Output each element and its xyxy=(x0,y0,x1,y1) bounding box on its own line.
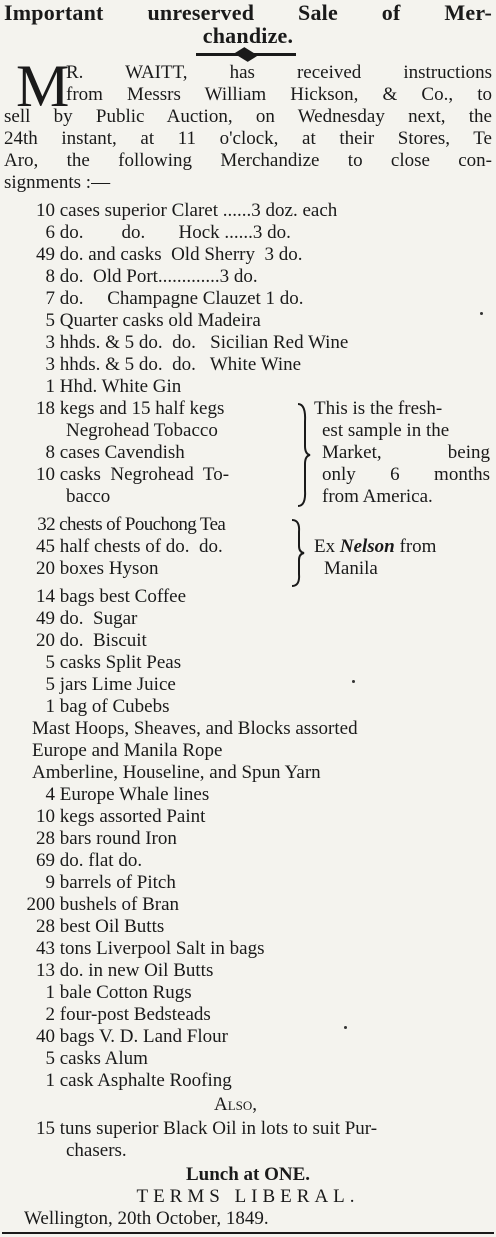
tobacco-note-line: only 6 months xyxy=(322,464,490,485)
list-item: 9 barrels of Pitch xyxy=(45,872,176,893)
tobacco-note-line: from America. xyxy=(322,486,433,507)
intro-line: R. WAITT, has received instructions xyxy=(66,62,492,83)
list-item: 6 do. do. Hock ......3 do. xyxy=(45,222,291,243)
list-item: 5 Quarter casks old Madeira xyxy=(45,310,261,331)
intro-line: Aro, the following Merchandize to close con- xyxy=(4,150,492,171)
right-brace-icon xyxy=(290,518,306,588)
list-item: 5 casks Alum xyxy=(45,1048,148,1069)
list-item: 10 cases superior Claret ......3 doz. each xyxy=(36,200,338,221)
right-brace-icon xyxy=(296,402,312,508)
list-item: 5 jars Lime Juice xyxy=(45,674,176,695)
list-item: 43 tons Liverpool Salt in bags xyxy=(36,938,265,959)
list-item: chasers. xyxy=(66,1140,127,1161)
list-item: 8 cases Cavendish xyxy=(45,442,185,463)
list-item: Negrohead Tobacco xyxy=(66,420,218,441)
ink-speck xyxy=(344,1026,347,1029)
intro-line: signments :— xyxy=(4,172,111,193)
list-item: 1 bag of Cubebs xyxy=(45,696,170,717)
list-item: 10 casks Negrohead To- xyxy=(36,464,230,485)
list-item: 49 do. and casks Old Sherry 3 do. xyxy=(36,244,303,265)
list-item: 1 Hhd. White Gin xyxy=(45,376,182,397)
heading-line-2: chandize. xyxy=(202,23,294,48)
tobacco-note-line: Market, being xyxy=(322,442,490,463)
list-item: 3 hhds. & 5 do. do. Sicilian Red Wine xyxy=(45,332,349,353)
intro-line: from Messrs William Hickson, & Co., to xyxy=(66,84,492,105)
list-item: 15 tuns superior Black Oil in lots to suit Pur- xyxy=(36,1118,378,1139)
list-item: 1 cask Asphalte Roofing xyxy=(45,1070,232,1091)
list-item: bacco xyxy=(66,486,111,507)
list-item: 1 bale Cotton Rugs xyxy=(45,982,192,1003)
terms-notice: TERMS LIBERAL. xyxy=(136,1186,360,1207)
list-item: 20 boxes Hyson xyxy=(36,558,159,579)
ornamental-rule xyxy=(196,53,296,56)
intro-line: sell by Public Auction, on Wednesday next, the xyxy=(4,106,492,127)
drop-cap: M xyxy=(16,53,70,119)
list-item: 69 do. flat do. xyxy=(36,850,143,871)
list-item: 10 kegs assorted Paint xyxy=(36,806,206,827)
dateline: Wellington, 20th October, 1849. xyxy=(24,1208,269,1229)
intro-line: 24th instant, at 11 o'clock, at their Stores, Te xyxy=(4,128,492,149)
list-item: Amberline, Houseline, and Spun Yarn xyxy=(32,762,321,783)
list-item: 7 do. Champagne Clauzet 1 do. xyxy=(45,288,304,309)
list-item: 28 bars round Iron xyxy=(36,828,177,849)
list-item: 3 hhds. & 5 do. do. White Wine xyxy=(45,354,302,375)
also-heading: Also, xyxy=(214,1094,258,1115)
heading-line-1: Important unreserved Sale of Mer- xyxy=(4,0,492,25)
tobacco-note-line: est sample in the xyxy=(322,420,450,441)
lunch-notice: Lunch at ONE. xyxy=(185,1164,311,1185)
bottom-rule xyxy=(2,1232,494,1234)
list-item: 5 casks Split Peas xyxy=(45,652,182,673)
list-item: 13 do. in new Oil Butts xyxy=(36,960,214,981)
list-item: 40 bags V. D. Land Flour xyxy=(36,1026,228,1047)
list-item: 45 half chests of do. do. xyxy=(36,536,223,557)
list-item: 200 bushels of Bran xyxy=(26,894,180,915)
list-item: Europe and Manila Rope xyxy=(32,740,223,761)
list-item: 14 bags best Coffee xyxy=(36,586,187,607)
list-item: 18 kegs and 15 half kegs xyxy=(36,398,225,419)
list-item: 32 chests of Pouchong Tea xyxy=(37,514,226,535)
ink-speck xyxy=(480,312,483,315)
list-item: 20 do. Biscuit xyxy=(36,630,147,651)
list-item: 8 do. Old Port.............3 do. xyxy=(45,266,258,287)
list-item: 49 do. Sugar xyxy=(36,608,138,629)
tea-note: Ex Nelson from xyxy=(314,536,437,557)
list-item: 2 four-post Bedsteads xyxy=(45,1004,211,1025)
list-item: Mast Hoops, Sheaves, and Blocks assorted xyxy=(32,718,358,739)
tea-note-line-2: Manila xyxy=(324,558,378,579)
ink-speck xyxy=(352,680,355,683)
list-item: 28 best Oil Butts xyxy=(36,916,165,937)
list-item: 4 Europe Whale lines xyxy=(45,784,210,805)
tobacco-note-line: This is the fresh- xyxy=(314,398,443,419)
